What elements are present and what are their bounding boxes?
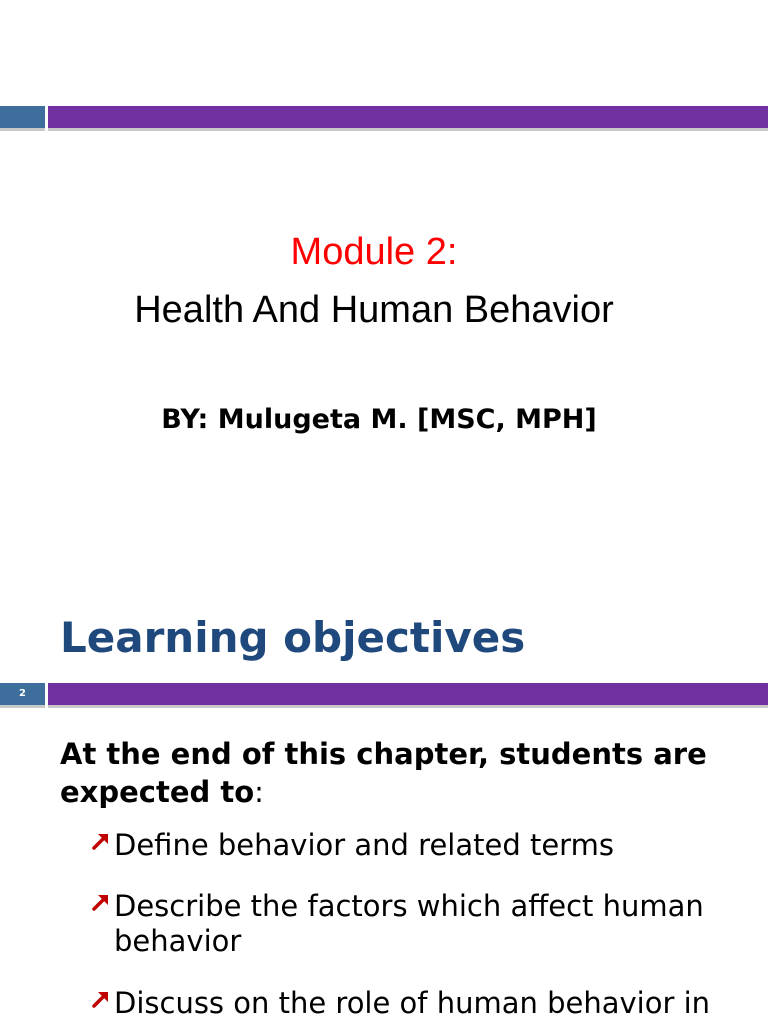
intro-bold-text: At the end of this chapter, students are expected to — [60, 737, 707, 809]
arrow-up-right-icon — [90, 988, 112, 1010]
objective-text: Define behavior and related terms — [114, 828, 614, 862]
header-bar-blue-block — [0, 106, 45, 131]
arrow-up-right-icon — [90, 830, 112, 852]
objective-text: Describe the factors which affect human behavior — [114, 889, 704, 958]
objective-item — [90, 889, 750, 959]
learning-objectives-heading: Learning objectives — [60, 613, 526, 662]
module-title: Module 2: — [290, 231, 458, 273]
slide-header-bar — [0, 683, 768, 709]
module-subtitle: Health And Human Behavior — [134, 289, 614, 331]
objective-item — [90, 828, 750, 863]
arrow-up-right-icon — [90, 891, 112, 913]
author-line: BY: Mulugeta M. [MSC, MPH] — [161, 404, 597, 435]
slide-number: 2 — [0, 683, 45, 708]
objectives-intro — [60, 735, 760, 811]
objective-text: Discuss on the role of human behavior in — [114, 986, 711, 1020]
objective-item — [90, 986, 750, 1021]
header-bar-purple-strip — [48, 106, 768, 131]
slide-header-bar — [0, 106, 768, 132]
intro-suffix: : — [254, 775, 264, 809]
header-bar-purple-strip — [48, 683, 768, 708]
